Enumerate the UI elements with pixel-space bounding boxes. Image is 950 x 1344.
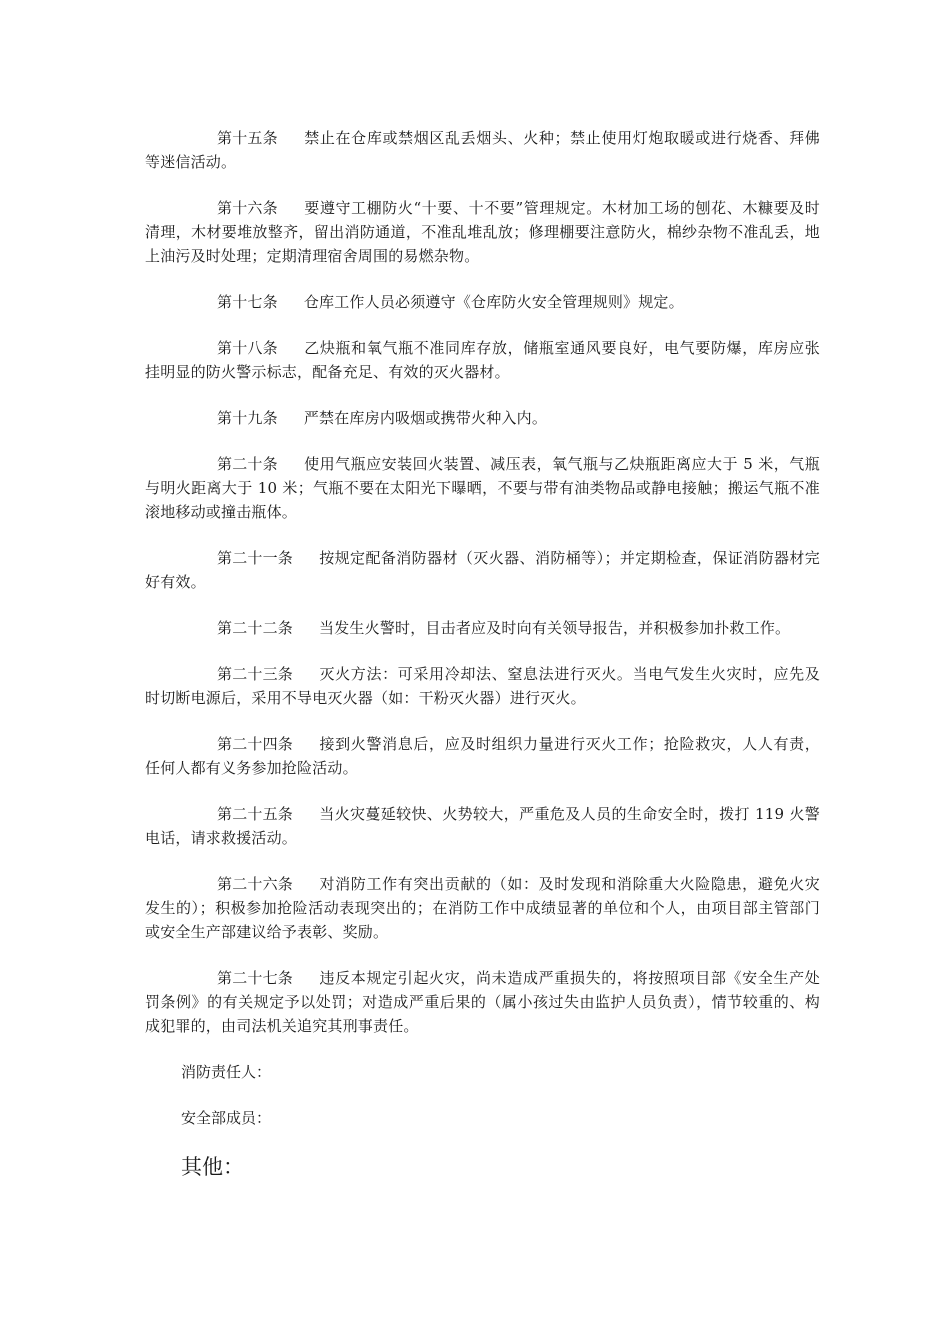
article-22	[145, 616, 820, 640]
article-text: 对消防工作有突出贡献的（如：及时发现和消除重大火险隐患，避免火灾发生的）；积极参加抢险活动表现突出的；在消防工作中成绩显著的单位和个人，由项目部主管部门或安全生产部建议给予表彰、奖励。	[145, 875, 820, 941]
article-text: 严禁在库房内吸烟或携带火种入内。	[303, 409, 548, 427]
article-number: 第二十六条	[217, 875, 294, 893]
article-text: 当发生火警时，目击者应及时向有关领导报告，并积极参加扑救工作。	[319, 619, 791, 637]
safety-member-signature: 安全部成员：	[181, 1109, 272, 1127]
article-number: 第二十二条	[217, 619, 294, 637]
article-number: 第十九条	[217, 409, 278, 427]
article-number: 第二十三条	[217, 665, 294, 683]
article-16	[145, 196, 820, 268]
article-number: 第十五条	[217, 129, 278, 147]
document-body	[145, 126, 820, 1182]
article-text: 仓库工作人员必须遵守《仓库防火安全管理规则》规定。	[303, 293, 684, 311]
article-number: 第二十四条	[217, 735, 294, 753]
article-number: 第十七条	[217, 293, 278, 311]
article-text: 要遵守工棚防火“十要、十不要”管理规定。木材加工场的刨花、木糠要及时清理，木材要堆放整齐，留出消防通道，不准乱堆乱放；修理棚要注意防火，棉纱杂物不准乱丢，地上油污及时处理；定期清理宿舍周围的易燃杂物。	[145, 199, 820, 265]
article-23	[145, 662, 820, 710]
article-number: 第二十五条	[217, 805, 294, 823]
article-26	[145, 872, 820, 944]
article-20	[145, 452, 820, 524]
article-text: 禁止在仓库或禁烟区乱丢烟头、火种；禁止使用灯炮取暖或进行烧香、拜佛等迷信活动。	[145, 129, 820, 171]
article-25	[145, 802, 820, 850]
article-text: 按规定配备消防器材（灭火器、消防桶等）；并定期检查，保证消防器材完好有效。	[145, 549, 820, 591]
article-text: 灭火方法：可采用冷却法、窒息法进行灭火。当电气发生火灾时，应先及时切断电源后，采用不导电灭火器（如：干粉灭火器）进行灭火。	[145, 665, 820, 707]
article-text: 使用气瓶应安装回火装置、减压表，氧气瓶与乙炔瓶距离应大于 5 米，气瓶与明火距离大于 10 米；气瓶不要在太阳光下曝晒，不要与带有油类物品或静电接触；搬运气瓶不准滚地移动或撞击瓶体。	[145, 455, 820, 521]
article-21	[145, 546, 820, 594]
article-15	[145, 126, 820, 174]
article-number: 第十八条	[217, 339, 278, 357]
article-18	[145, 336, 820, 384]
article-24	[145, 732, 820, 780]
article-text: 当火灾蔓延较快、火势较大，严重危及人员的生命安全时，拨打 119 火警电话，请求救援活动。	[145, 805, 820, 847]
article-17	[145, 290, 820, 314]
article-number: 第二十条	[217, 455, 278, 473]
article-text: 违反本规定引起火灾，尚未造成严重损失的，将按照项目部《安全生产处罚条例》的有关规定予以处罚；对造成严重后果的（属小孩过失由监护人员负责），情节较重的、构成犯罪的，由司法机关追究其刑事责任。	[145, 969, 820, 1035]
article-number: 第十六条	[217, 199, 278, 217]
article-text: 乙炔瓶和氧气瓶不准同库存放，储瓶室通风要良好，电气要防爆，库房应张挂明显的防火警示标志，配备充足、有效的灭火器材。	[145, 339, 820, 381]
article-27	[145, 966, 820, 1038]
article-19	[145, 406, 820, 430]
article-text: 接到火警消息后，应及时组织力量进行灭火工作；抢险救灾，人人有责，任何人都有义务参加抢险活动。	[145, 735, 820, 777]
other-heading: 其他：	[181, 1155, 244, 1179]
fire-officer-signature: 消防责任人：	[181, 1063, 272, 1081]
article-number: 第二十一条	[217, 549, 294, 567]
article-number: 第二十七条	[217, 969, 294, 987]
